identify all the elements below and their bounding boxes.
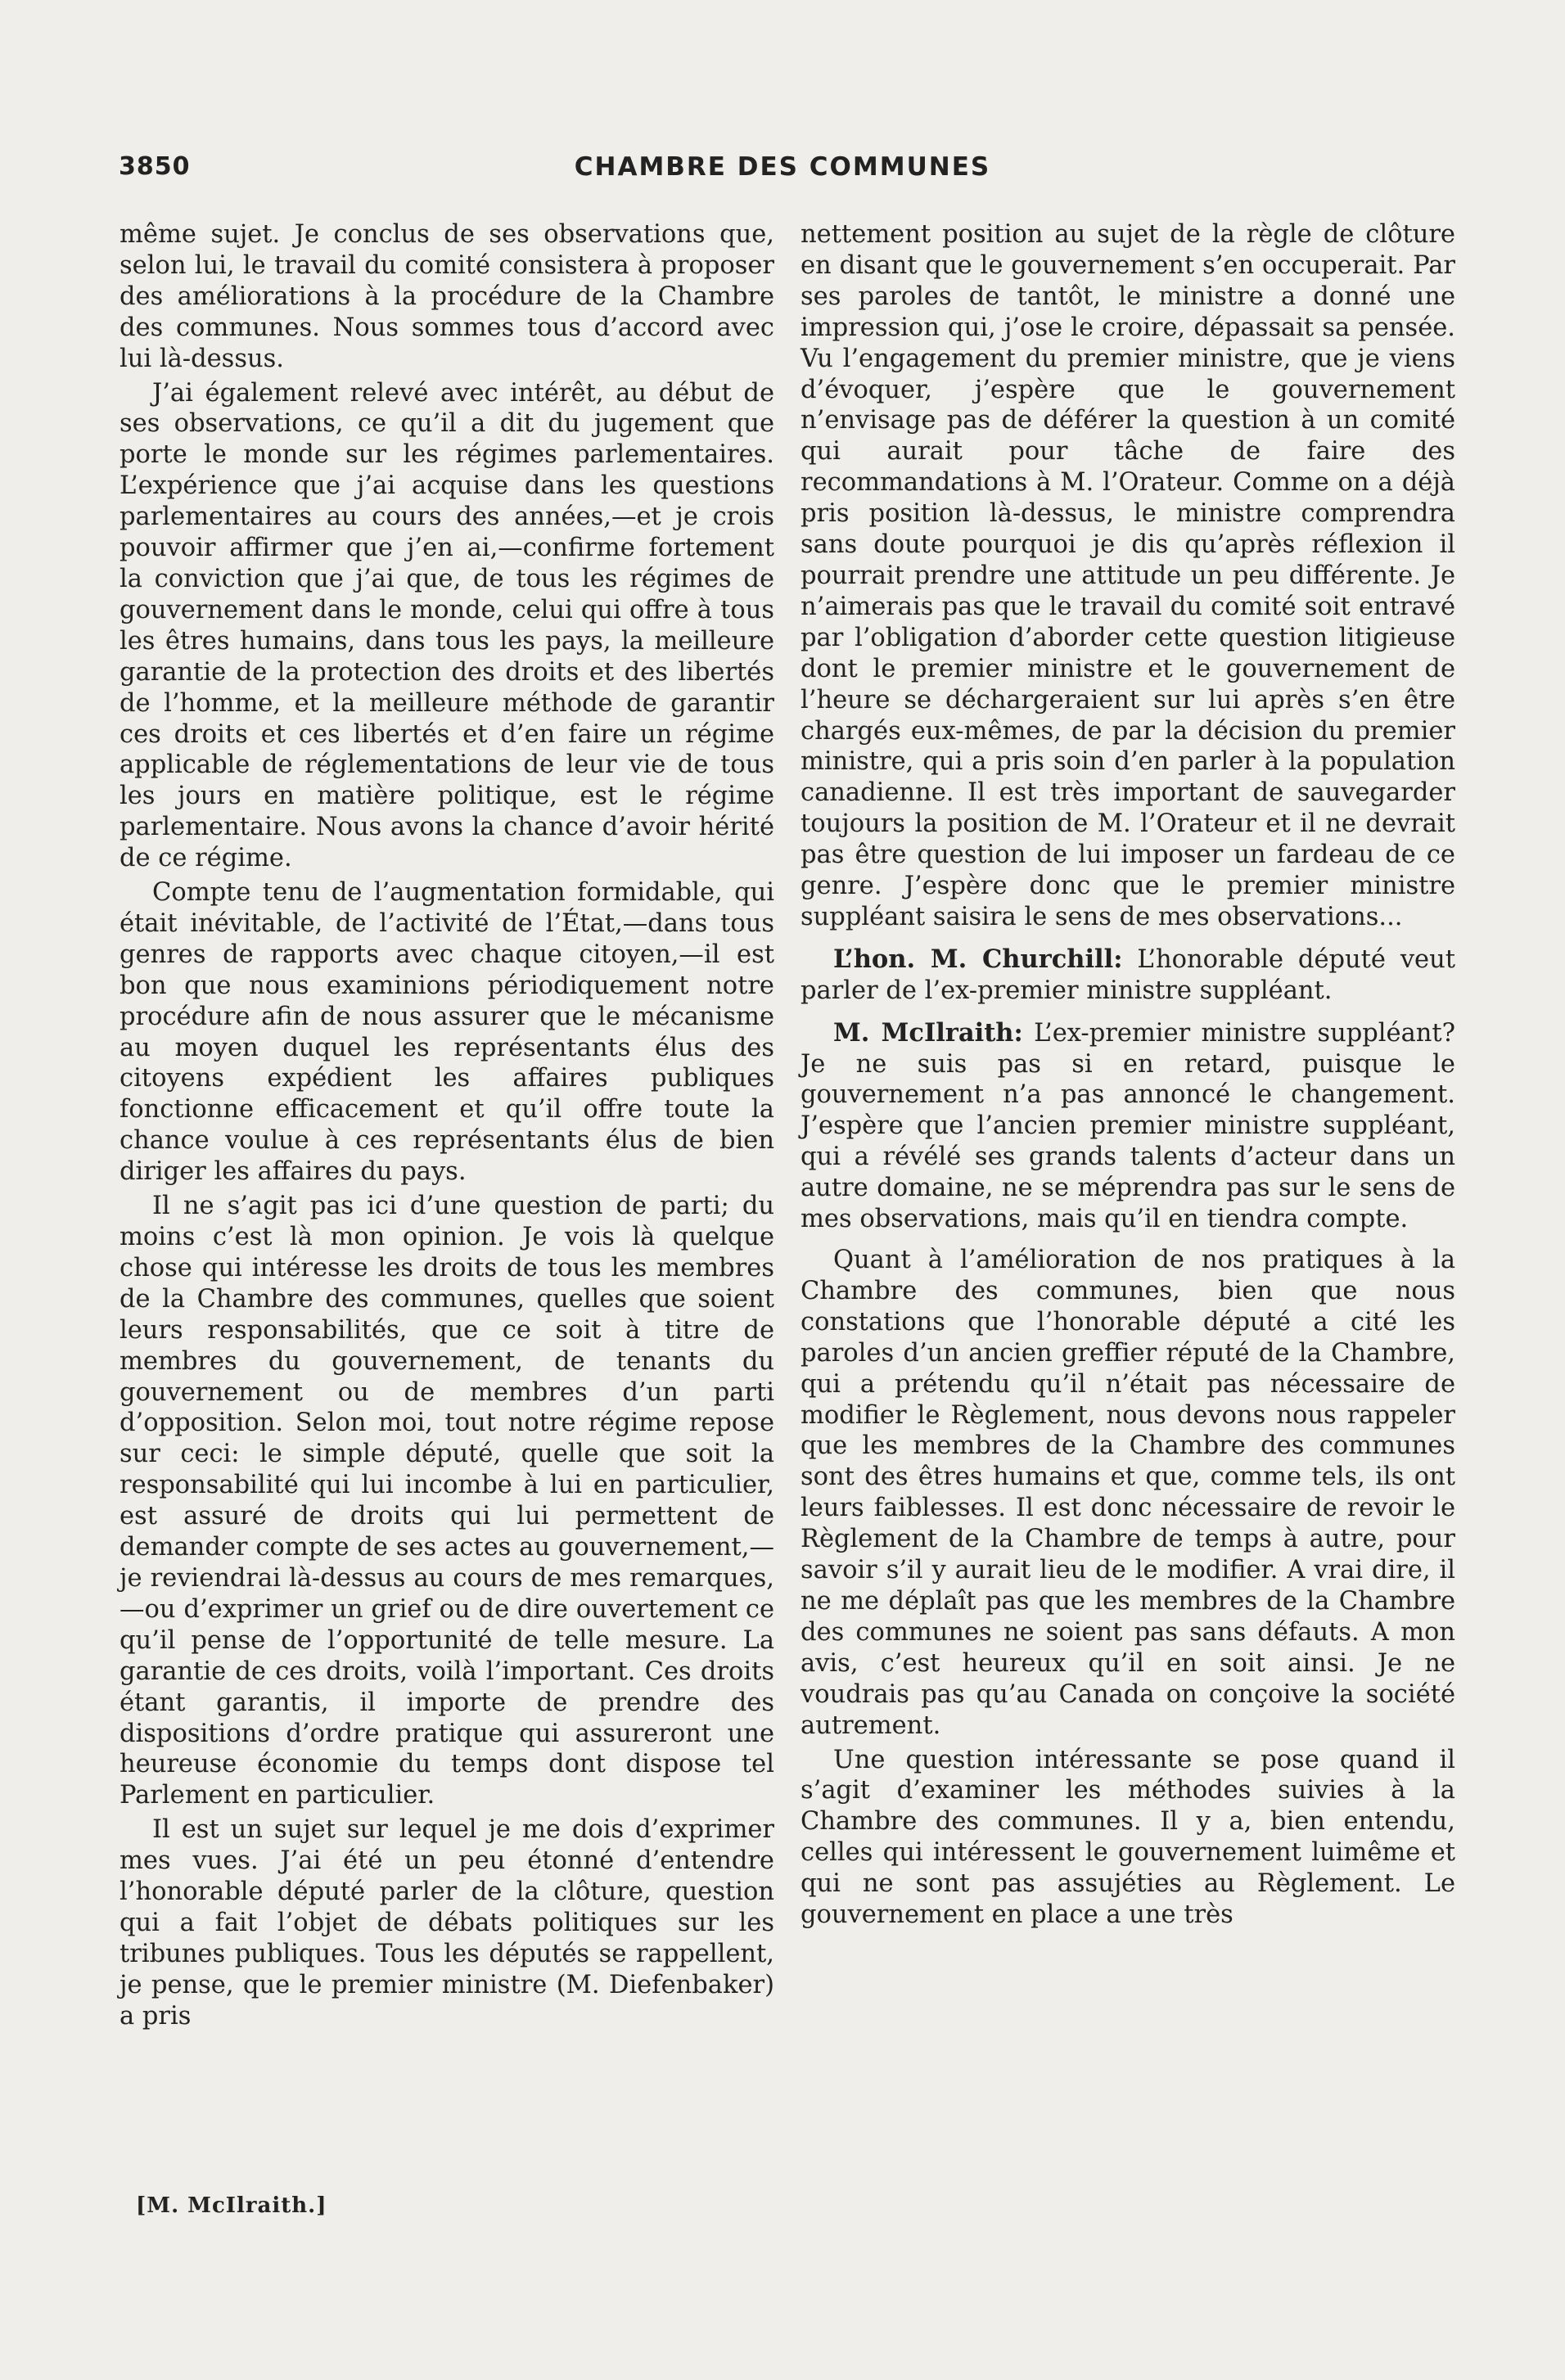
speech-churchill bbox=[801, 944, 1455, 1007]
speaker-name: L’hon. M. Churchill: bbox=[833, 944, 1123, 974]
speech-text: L’honorable député veut parler de l’ex-premier ministre suppléant. bbox=[801, 944, 1456, 1005]
speaker-attribution: [M. McIlraith.] bbox=[136, 2193, 327, 2218]
running-title: CHAMBRE DES COMMUNES bbox=[574, 152, 991, 182]
paragraph: Il ne s’agit pas ici d’une question de parti; du moins c’est là mon opinion. Je vois là quelque chose qui intéresse les droits de tous les membres de la Chambre des communes, quelles que soient leurs responsabilités, que ce soit à titre de membres du gouvernement, de tenants du gouvernement ou de membres d’un parti d’opposition. Selon moi, tout notre régime repose sur ceci: le simple député, quelle que soit la responsabilité qui lui incombe à lui en particulier, est assuré de droits qui lui permettent de demander compte de ses actes au gouvernement,—je reviendrai là-dessus au cours de mes remarques,—ou d’exprimer un grief ou de dire ouvertement ce qu’il pense de l’opportunité de telle mesure. La garantie de ces droits, voilà l’important. Ces droits étant garantis, il importe de prendre des dispositions d’ordre pratique qui assureront une heureuse économie du temps dont dispose tel Parlement en particulier. bbox=[120, 1192, 774, 1810]
paragraph: Une question intéressante se pose quand il s’agit d’examiner les méthodes suivies à la Chambre des communes. Il y a, bien entendu, celles qui intéressent le gouvernement luimême et qui ne sont pas assujéties au Règlement. Le gouvernement en place a une très bbox=[801, 1745, 1455, 1930]
speech-text: L’ex-premier ministre suppléant? Je ne suis pas si en retard, puisque le gouvernement n’a pas annoncé le changement. J’espère que l’ancien premier ministre suppléant, qui a révélé ses grands talents d’acteur dans un autre domaine, ne se méprendra pas sur le sens de mes observations, mais qu’il en tiendra compte. bbox=[801, 1018, 1455, 1234]
speaker-name: M. McIlraith: bbox=[833, 1017, 1023, 1048]
paragraph: même sujet. Je conclus de ses observations que, selon lui, le travail du comité consistera à proposer des améliorations à la procédure de la Chambre des communes. Nous sommes tous d’accord avec lui là-dessus. bbox=[120, 220, 774, 373]
speech-mcilraith bbox=[801, 1018, 1455, 1235]
paragraph: nettement position au sujet de la règle de clôture en disant que le gouvernement s’en occuperait. Par ses paroles de tantôt, le ministre a donné une impression qui, j’ose le croire, dépassait sa pensée. Vu l’engagement du premier ministre, que je viens d’évoquer, j’espère que le gouvernement n’envisage pas de déférer la question à un comité qui aurait pour tâche de faire des recommandations à M. l’Orateur. Comme on a déjà pris position là-dessus, le ministre comprendra sans doute pourquoi je dis qu’après réflexion il pourrait prendre une attitude un peu différente. Je n’aimerais pas que le travail du comité soit entravé par l’obligation d’aborder cette question litigieuse dont le premier ministre et le gouvernement de l’heure se déchargeraient sur lui après s’en être chargés eux-mêmes, de par la décision du premier ministre, qui a pris soin d’en parler à la population canadienne. Il est très important de sauvegarder toujours la position de M. l’Orateur et il ne devrait pas être question de lui imposer un fardeau de ce genre. J’espère donc que le premier ministre suppléant saisira le sens de mes observations... bbox=[801, 220, 1455, 931]
paragraph: Quant à l’amélioration de nos pratiques à la Chambre des communes, bien que nous constations que l’honorable député a cité les paroles d’un ancien greffier réputé de la Chambre, qui a prétendu qu’il n’était pas nécessaire de modifier le Règlement, nous devons nous rappeler que les membres de la Chambre des communes sont des êtres humains et que, comme tels, ils ont leurs faiblesses. Il est donc nécessaire de revoir le Règlement de la Chambre de temps à autre, pour savoir s’il y aurait lieu de le modifier. A vrai dire, il ne me déplaît pas que les membres de la Chambre des communes ne soient pas sans défauts. A mon avis, c’est heureux qu’il en soit ainsi. Je ne voudrais pas qu’au Canada on conçoive la société autrement. bbox=[801, 1246, 1455, 1740]
paragraph: Il est un sujet sur lequel je me dois d’exprimer mes vues. J’ai été un peu étonné d’entendre l’honorable député parler de la clôture, question qui a fait l’objet de débats politiques sur les tribunes publiques. Tous les députés se rappellent, je pense, que le premier ministre (M. Diefenbaker) a pris bbox=[120, 1815, 774, 2031]
right-column bbox=[801, 219, 1455, 1934]
paragraph: Compte tenu de l’augmentation formidable, qui était inévitable, de l’activité de l’État,—dans tous genres de rapports avec chaque citoyen,—il est bon que nous examinions périodiquement notre procédure afin de nous assurer que le mécanisme au moyen duquel les représentants élus des citoyens expédient les affaires publiques fonctionne efficacement et qu’il offre toute la chance voulue à ces représentants élus de bien diriger les affaires du pays. bbox=[120, 878, 774, 1187]
paragraph: J’ai également relevé avec intérêt, au début de ses observations, ce qu’il a dit du jugement que porte le monde sur les régimes parlementaires. L’expérience que j’ai acquise dans les questions parlementaires au cours des années,—et je crois pouvoir affirmer que j’en ai,—confirme fortement la conviction que j’ai que, de tous les régimes de gouvernement dans le monde, celui qui offre à tous les êtres humains, dans tous les pays, la meilleure garantie de la protection des droits et des libertés de l’homme, et la meilleure méthode de garantir ces droits et ces libertés et d’en faire un régime applicable de réglementations de leur vie de tous les jours en matière politique, est le régime parlementaire. Nous avons la chance d’avoir hérité de ce régime. bbox=[120, 378, 774, 873]
page-number: 3850 bbox=[119, 152, 191, 181]
page-header bbox=[0, 152, 1565, 193]
left-column bbox=[120, 219, 774, 2035]
